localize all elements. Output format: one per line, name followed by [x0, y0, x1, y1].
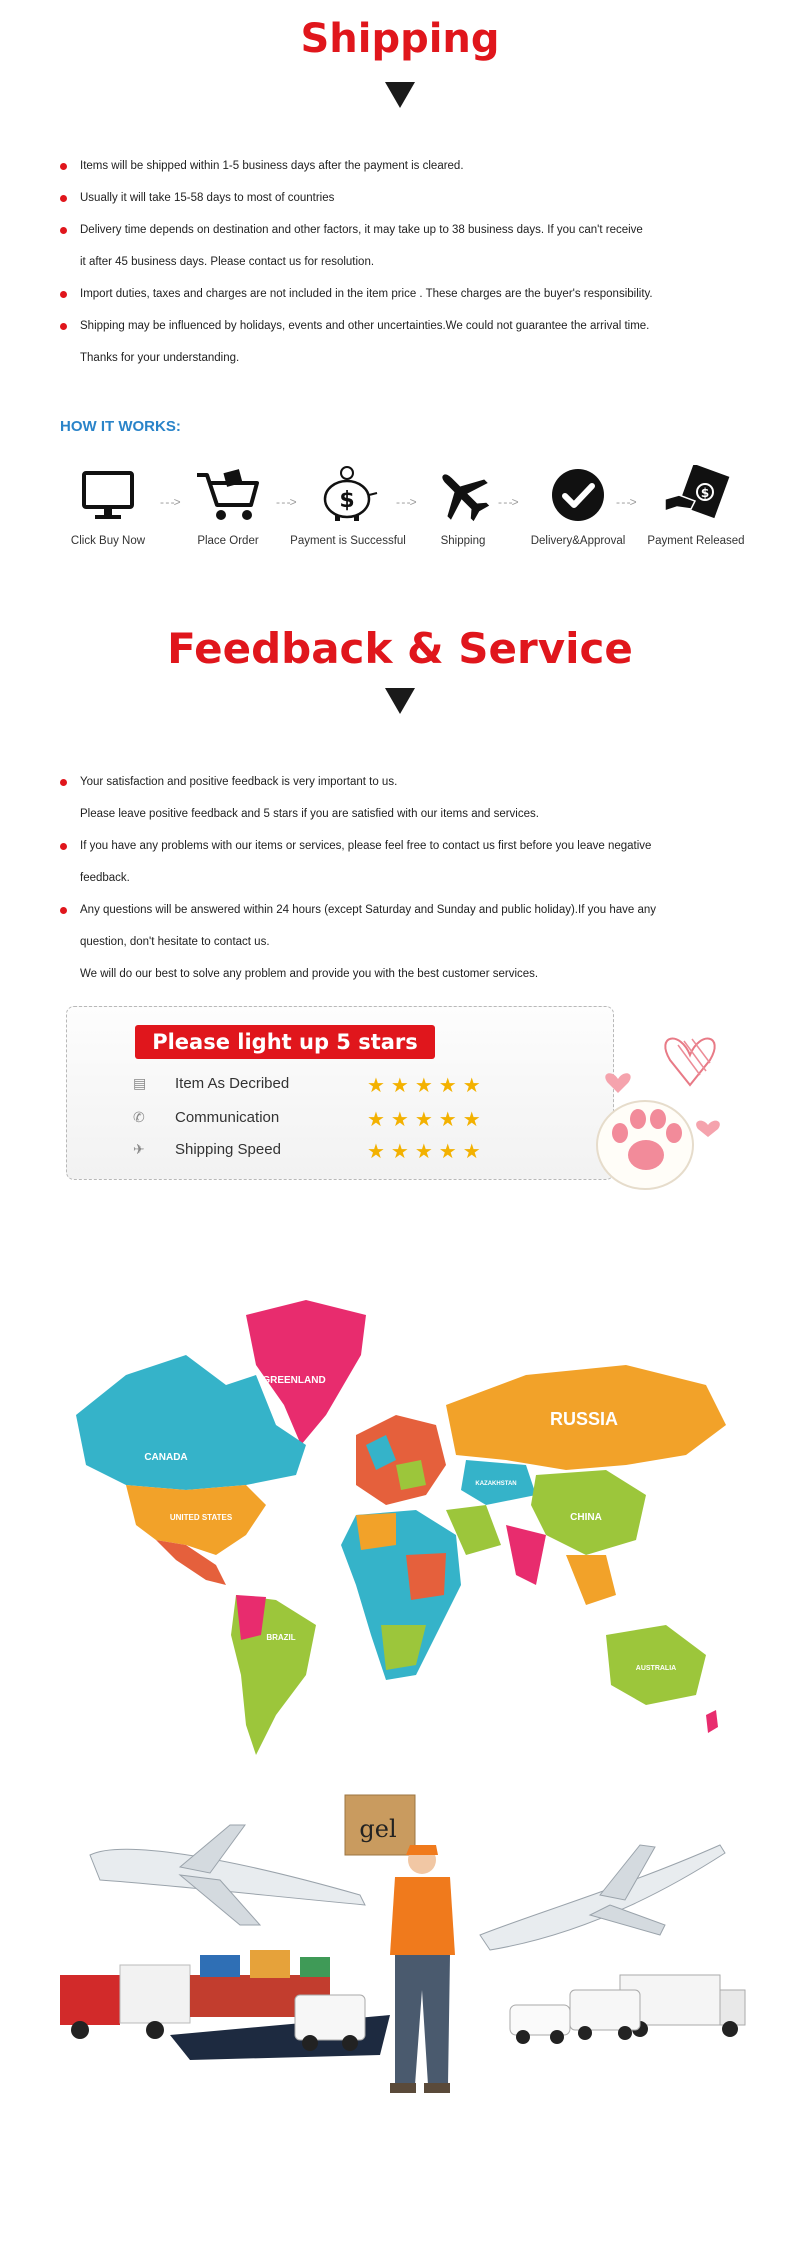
arrow-icon: - - ->	[498, 495, 518, 509]
step-place-order	[168, 465, 288, 547]
paw-hearts-icon	[560, 1015, 740, 1205]
truck-icon	[60, 1965, 190, 2039]
rating-row	[133, 1073, 553, 1097]
map-label: GREENLAND	[262, 1375, 326, 1386]
step-payment-released	[636, 465, 756, 547]
down-triangle-icon	[385, 82, 415, 108]
shipping-bullet	[60, 310, 750, 374]
step-label: Place Order	[197, 535, 259, 547]
rating-row	[133, 1139, 553, 1163]
box-logo: gel	[359, 1815, 397, 1843]
bullet-dot-icon	[60, 779, 67, 786]
delivery-illustration	[60, 1785, 750, 2115]
step-label: Click Buy Now	[70, 535, 146, 547]
feedback-bullet	[60, 830, 750, 894]
bullet-dot-icon	[60, 163, 67, 170]
bullet-dot-icon	[60, 323, 67, 330]
how-it-works-steps	[48, 465, 768, 565]
feedback-bullet-text: We will do our best to solve any problem and provide you with the best customer services.	[80, 968, 539, 980]
map-label: RUSSIA	[549, 1409, 619, 1429]
monitor-icon	[78, 465, 138, 525]
shipping-bullet-text: it after 45 business days. Please contact us for resolution.	[80, 256, 375, 268]
shipping-bullet	[60, 214, 750, 278]
step-label: Payment is Successful	[290, 535, 406, 547]
arrow-icon: - - ->	[160, 495, 180, 509]
bullet-dot-icon	[60, 907, 67, 914]
feedback-bullet-text: Your satisfaction and positive feedback is very important to us.	[80, 776, 398, 788]
van-icon	[570, 1990, 640, 2040]
svg-text:$: $	[700, 486, 710, 500]
shipping-bullet-text: Shipping may be influenced by holidays, events and other uncertainties.We could not guarantee the arrival time.	[80, 320, 650, 332]
feedback-bullets	[60, 766, 750, 990]
shipping-bullet-text: Delivery time depends on destination and other factors, it may take up to 38 business days. If you can't receive	[80, 224, 643, 236]
shipping-bullet	[60, 182, 750, 214]
map-label: BRAZIL	[266, 1633, 296, 1642]
shipping-title: Shipping	[300, 16, 500, 62]
down-triangle-icon	[385, 688, 415, 714]
feedback-bullet-text: Any questions will be answered within 24 hours (except Saturday and Sunday and public holiday).If you have any	[80, 904, 656, 916]
car-icon	[510, 2005, 570, 2044]
feedback-bullet	[60, 894, 750, 990]
rating-label: Communication	[175, 1109, 280, 1126]
shipping-bullet	[60, 278, 750, 310]
world-map	[66, 1295, 746, 1775]
list-icon: ▤	[133, 1075, 147, 1091]
arrow-icon: - - ->	[276, 495, 296, 509]
bullet-dot-icon	[60, 227, 67, 234]
shipping-bullet-text: Import duties, taxes and charges are not included in the item price . These charges are the buyer's responsibility.	[80, 288, 653, 300]
rating-banner: Please light up 5 stars	[135, 1025, 435, 1059]
phone-icon: ✆	[133, 1109, 145, 1125]
feedback-bullet-text: feedback.	[80, 872, 130, 884]
rating-label: Shipping Speed	[175, 1141, 281, 1158]
feedback-bullet	[60, 766, 750, 830]
step-click-buy-now	[48, 465, 168, 547]
airplane-icon: ✈	[133, 1141, 145, 1157]
feedback-title: Feedback & Service	[167, 624, 633, 673]
step-payment-successful	[288, 465, 408, 547]
shipping-bullet-text: Thanks for your understanding.	[80, 352, 240, 364]
airplane-icon	[433, 465, 493, 525]
bullet-dot-icon	[60, 291, 67, 298]
airplane-left-icon	[90, 1825, 365, 1925]
shipping-bullet-text: Items will be shipped within 1-5 business days after the payment is cleared.	[80, 160, 464, 172]
piggy-bank-icon	[313, 465, 383, 525]
star-rating: ★★★★★	[367, 1141, 487, 1163]
shipping-bullet	[60, 150, 750, 182]
map-label: KAZAKHSTAN	[475, 1481, 517, 1487]
map-label: CANADA	[144, 1452, 188, 1463]
shipping-bullet-text: Usually it will take 15-58 days to most of countries	[80, 192, 335, 204]
cash-hand-icon	[661, 465, 731, 525]
step-label: Shipping	[440, 535, 486, 547]
map-label: UNITED STATES	[169, 1513, 233, 1522]
shipping-bullets	[60, 150, 750, 374]
rating-label: Item As Decribed	[175, 1075, 290, 1092]
airplane-right-icon	[480, 1845, 725, 1950]
step-label: Delivery&Approval	[530, 535, 626, 547]
feedback-bullet-text: If you have any problems with our items or services, please feel free to contact us first before you leave negative	[80, 840, 652, 852]
feedback-bullet-text: question, don't hesitate to contact us.	[80, 936, 270, 948]
map-label: CHINA	[570, 1512, 602, 1523]
arrow-icon: - - ->	[616, 495, 636, 509]
rating-row	[133, 1107, 553, 1131]
feedback-bullet-text: Please leave positive feedback and 5 stars if you are satisfied with our items and services.	[80, 808, 539, 820]
bullet-dot-icon	[60, 843, 67, 850]
rating-card	[66, 1006, 614, 1180]
star-rating: ★★★★★	[367, 1075, 487, 1097]
cart-icon	[193, 465, 263, 525]
svg-text:$: $	[339, 488, 355, 513]
map-label: AUSTRALIA	[635, 1665, 677, 1672]
arrow-icon: - - ->	[396, 495, 416, 509]
star-rating: ★★★★★	[367, 1109, 487, 1131]
checkmark-icon	[548, 465, 608, 525]
step-label: Payment Released	[647, 535, 745, 547]
bullet-dot-icon	[60, 195, 67, 202]
how-it-works-heading: HOW IT WORKS:	[60, 418, 181, 435]
